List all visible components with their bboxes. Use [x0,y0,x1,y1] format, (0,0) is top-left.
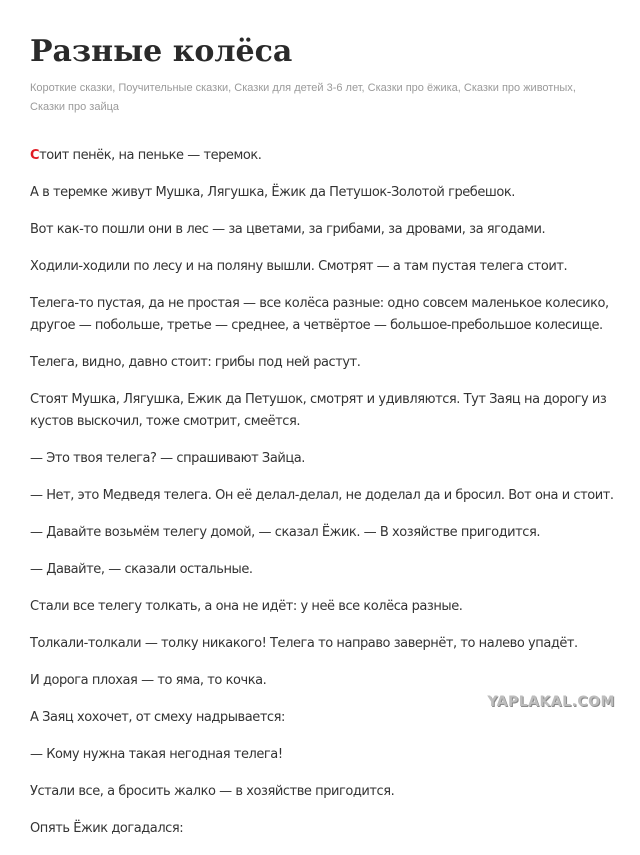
tag-list [30,79,600,117]
drop-cap: С [30,148,40,163]
story-paragraph: А Заяц хохочет, от смеху надрывается: [30,710,285,725]
story-text [30,145,620,855]
tag-separator: , [112,82,119,94]
watermark: YAPLAKAL.COM [487,694,615,710]
story-paragraph: И дорога плохая — то яма, то кочка. [30,673,267,688]
story-paragraph: Ходили-ходили по лесу и на поляну вышли. Смотрят — а там пустая телега стоит. [30,259,568,274]
story-paragraph [30,145,620,167]
tag-link[interactable]: Короткие сказки [30,82,113,94]
story-paragraph: Телега-то пустая, да не простая — все колёса разные: одно совсем маленькое колесико, другое — побольше, третье — среднее, а четвёртое — большое-пребольшое колесище. [30,296,609,333]
story-paragraph: А в теремке живут Мушка, Лягушка, Ёжик да Петушок-Золотой гребешок. [30,185,515,200]
story-paragraph: Опять Ёжик догадался: [30,821,184,836]
story-paragraph: Стоят Мушка, Лягушка, Ежик да Петушок, смотрят и удивляются. Тут Заяц на дорогу из кустов выскочил, тоже смотрит, смеётся. [30,392,607,429]
story-paragraph: Стали все телегу толкать, а она не идёт: у неё все колёса разные. [30,599,463,614]
tag-link[interactable]: Сказки про зайца [30,101,120,113]
story-paragraph: — Давайте, — сказали остальные. [30,562,253,577]
tag-separator: , [228,82,235,94]
tag-separator: , [572,82,576,94]
story-paragraph: Вот как-то пошли они в лес — за цветами, за грибами, за дровами, за ягодами. [30,222,546,237]
paragraph-text: тоит пенёк, на пеньке — теремок. [39,148,262,163]
story-paragraph: — Давайте возьмём телегу домой, — сказал Ёжик. — В хозяйстве пригодится. [30,525,541,540]
tag-link[interactable]: Сказки про животных [463,82,573,94]
story-paragraph: — Это твоя телега? — спрашивают Зайца. [30,451,305,466]
tag-separator: , [457,82,464,94]
story-paragraph: — Нет, это Медведя телега. Он её делал-делал, не доделал да и бросил. Вот она и стоит. [30,488,614,503]
story-paragraph: Толкали-толкали — толку никакого! Телега то направо завернёт, то налево упадёт. [30,636,578,651]
tag-separator: , [361,82,368,94]
tag-link[interactable]: Поучительные сказки [118,82,229,94]
tag-link[interactable]: Сказки про ёжика [367,82,458,94]
story-paragraph: Устали все, а бросить жалко — в хозяйстве пригодится. [30,784,395,799]
story-paragraph: Телега, видно, давно стоит: грибы под ней растут. [30,355,361,370]
page-title: Разные колёса [30,34,293,69]
story-paragraph: — Кому нужна такая негодная телега! [30,747,283,762]
tag-link[interactable]: Сказки для детей 3-6 лет [234,82,362,94]
